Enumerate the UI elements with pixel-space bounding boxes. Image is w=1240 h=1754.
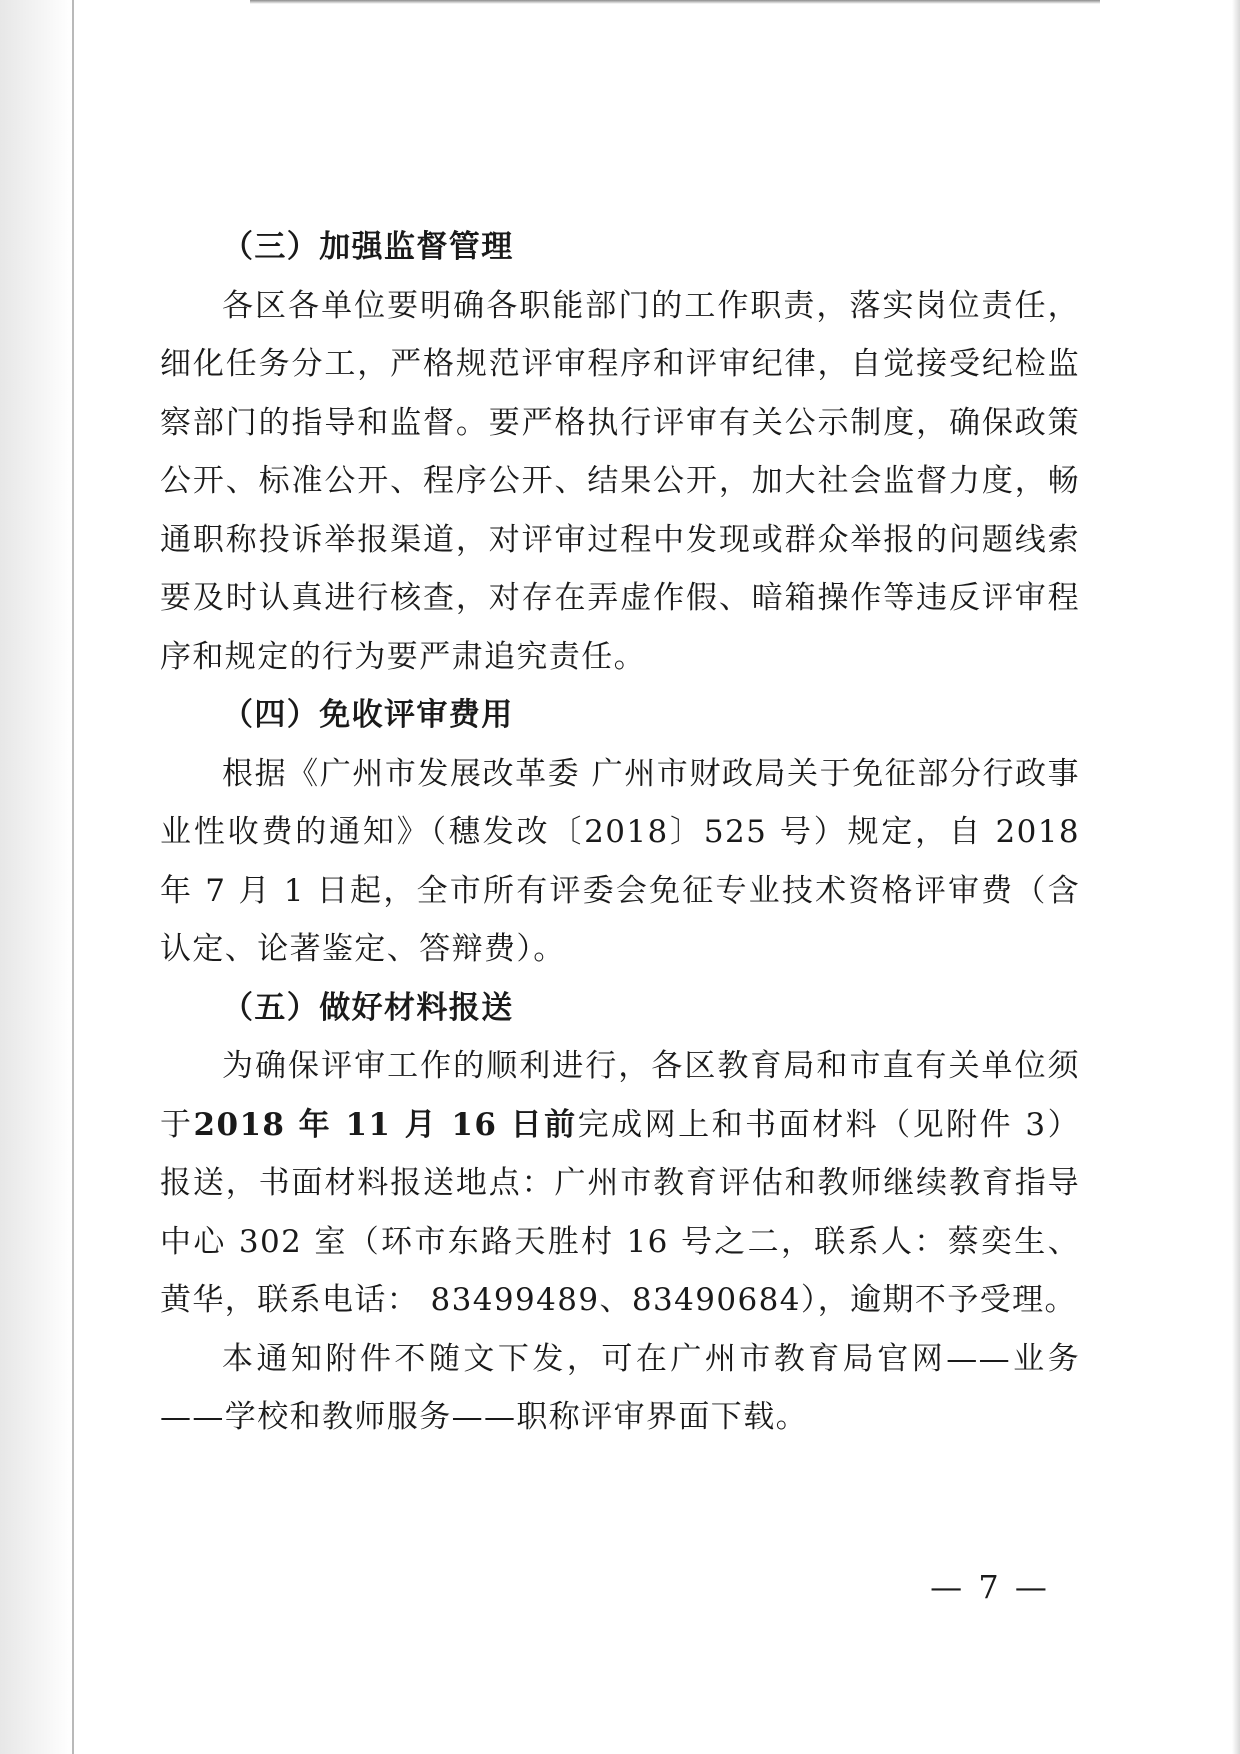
closing-paragraph: 本通知附件不随文下发，可在广州市教育局官网——业务——学校和教师服务——职称评审界面下载。 [160, 1340, 1080, 1435]
scan-left-margin [0, 0, 72, 1754]
scan-right-margin [1232, 0, 1240, 1754]
submission-text-before: 为确保评审工作的顺利进行，各区教育局和市直有关单位须于 [160, 1048, 1080, 1143]
section-heading-supervision: （三）加强监督管理 [222, 229, 514, 265]
section-heading-submission: （五）做好材料报送 [222, 989, 514, 1026]
submission-text-after: 完成网上和书面材料（见附件 3）报送，书面材料报送地点：广州市教育评估和教师继续教育指导中心 302 室（环市东路天胜村 16 号之二，联系人：蔡奕生、黄华，联系电话： 83499489、83490684），逾期不予受理。 [160, 1106, 1081, 1318]
section-paragraph-supervision: 各区各单位要明确各职能部门的工作职责，落实岗位责任，细化任务分工，严格规范评审程序和评审纪律，自觉接受纪检监察部门的指导和监督。要严格执行评审有关公示制度，确保政策公开、标准公开、程序公开、结果公开，加大社会监督力度，畅通职称投诉举报渠道，对评审过程中发现或群众举报的问题线索要及时认真进行核查，对存在弄虚作假、暗箱操作等违反评审程序和规定的行为要严肃追究责任。 [160, 287, 1080, 675]
section-paragraph-fee-waiver: 根据《广州市发展改革委 广州市财政局关于免征部分行政事业性收费的通知》（穗发改〔2018〕525 号）规定，自 2018 年 7 月 1 日起，全市所有评委会免征专业技术资格评审费（含认定、论著鉴定、答辩费）。 [160, 755, 1080, 967]
section-paragraph-submission [160, 1037, 1080, 1330]
document-body [160, 218, 1080, 1447]
submission-deadline: 2018 年 11 月 16 日前 [193, 1106, 578, 1143]
scan-fold-line [72, 0, 74, 1754]
section-heading-fee-waiver: （四）免收评审费用 [222, 697, 514, 733]
page-number: — 7 — [930, 1568, 1050, 1606]
scan-top-shadow [250, 0, 1100, 4]
